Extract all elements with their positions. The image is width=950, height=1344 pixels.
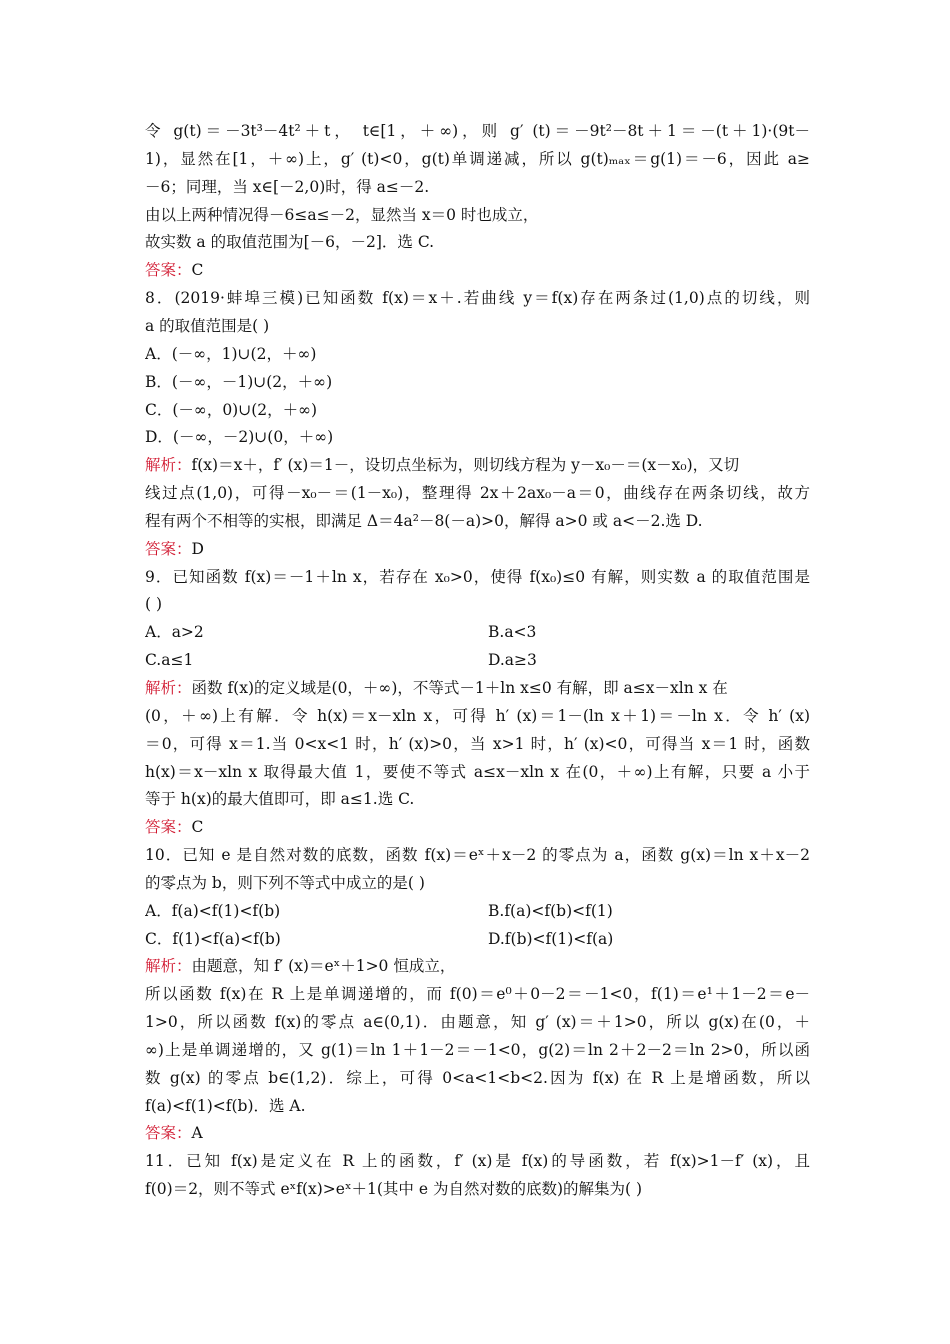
- text-line: 线过点(1,0)，可得－x₀－＝(1－x₀)，整理得 2x＋2ax₀－a＝0，曲线存在两条切线，故方: [145, 484, 810, 502]
- text-line: ( ): [145, 595, 163, 613]
- solution-line: [145, 955, 810, 977]
- solution-label: 解析：: [145, 456, 192, 474]
- option-c: C.a≤1: [145, 651, 194, 669]
- answer-value: A: [191, 1124, 203, 1142]
- option-c: C．f(1)<f(a)<f(b): [145, 930, 281, 948]
- text-line: 的零点为 b，则下列不等式中成立的是( ): [145, 874, 425, 892]
- answer-line: [145, 816, 810, 838]
- option-c: C．(－∞，0)∪(2，＋∞): [145, 401, 318, 419]
- option-a: A．(－∞，1)∪(2，＋∞): [145, 345, 317, 363]
- answer-line: [145, 259, 810, 281]
- solution-label: 解析：: [145, 679, 192, 697]
- answer-line: [145, 538, 810, 560]
- answer-value: C: [191, 261, 204, 279]
- text-line: a 的取值范围是( ): [145, 317, 270, 335]
- option-b: B.f(a)<f(b)<f(1): [488, 902, 613, 920]
- answer-value: D: [191, 540, 204, 558]
- text-line: ＝0，可得 x＝1.当 0<x<1 时，h′ (x)>0，当 x>1 时，h′ (x)<0，可得当 x＝1 时，函数: [145, 735, 810, 753]
- option-b: B.a<3: [488, 623, 537, 641]
- answer-label: 答案：: [145, 261, 192, 279]
- text-line: 数 g(x) 的零点 b∈(1,2)．综上，可得 0<a<1<b<2.因为 f(x) 在 R 上是增函数，所以: [145, 1069, 810, 1087]
- text-line: f(0)＝2，则不等式 eˣf(x)>eˣ＋1(其中 e 为自然对数的底数)的解集为( ): [145, 1180, 643, 1198]
- solution-text: 由题意，知 f′ (x)＝eˣ＋1>0 恒成立，: [191, 957, 456, 975]
- option-a: A．a>2: [145, 623, 204, 641]
- question-8: 8．(2019·蚌埠三模)已知函数 f(x)＝x＋.若曲线 y＝f(x)存在两条过(1,0)点的切线，则: [145, 289, 810, 307]
- answer-label: 答案：: [145, 818, 192, 836]
- text-line: 故实数 a 的取值范围为[－6，－2]．选 C.: [145, 233, 435, 251]
- option-b: B．(－∞，－1)∪(2，＋∞): [145, 373, 333, 391]
- answer-value: C: [191, 818, 204, 836]
- text-line: h(x)＝x－xln x 取得最大值 1，要使不等式 a≤x－xln x 在(0，＋∞)上有解，只要 a 小于: [145, 763, 810, 781]
- question-9: 9．已知函数 f(x)＝－1＋ln x，若存在 x₀>0，使得 f(x₀)≤0 有解，则实数 a 的取值范围是: [145, 568, 810, 586]
- text-line: 令 g(t)＝－3t³－4t²＋t， t∈[1，＋∞)，则 g′ (t)＝－9t²－8t＋1＝－(t＋1)·(9t－: [145, 122, 810, 140]
- solution-label: 解析：: [145, 957, 192, 975]
- question-11: 11．已知 f(x)是定义在 R 上的函数，f′ (x)是 f(x)的导函数，若 f(x)>1－f′ (x)，且: [145, 1152, 810, 1170]
- text-line: 所以函数 f(x)在 R 上是单调递增的，而 f(0)＝e⁰＋0－2＝－1<0，f(1)＝e¹＋1－2＝e－: [145, 985, 810, 1003]
- text-line: 等于 h(x)的最大值即可，即 a≤1.选 C.: [145, 790, 415, 808]
- option-d: D.f(b)<f(1)<f(a): [488, 930, 614, 948]
- text-line: ∞)上是单调递增的，又 g(1)＝ln 1＋1－2＝－1<0，g(2)＝ln 2＋2－2＝ln 2>0，所以函: [145, 1041, 810, 1059]
- text-line: 1)，显然在[1，＋∞)上，g′ (t)<0，g(t)单调递减，所以 g(t)ₘₐₓ＝g(1)＝－6，因此 a≥: [145, 150, 810, 168]
- option-d: D．(－∞，－2)∪(0，＋∞): [145, 428, 334, 446]
- text-line: (0，＋∞)上有解．令 h(x)＝x－xln x，可得 h′ (x)＝1－(ln x＋1)＝－ln x．令 h′ (x): [145, 707, 810, 725]
- text-line: 由以上两种情况得－6≤a≤－2，显然当 x＝0 时也成立，: [145, 206, 539, 224]
- question-10: 10．已知 e 是自然对数的底数，函数 f(x)＝eˣ＋x－2 的零点为 a，函数 g(x)＝ln x＋x－2: [145, 846, 810, 864]
- text-line: f(a)<f(1)<f(b)．选 A.: [145, 1097, 306, 1115]
- solution-text: f(x)＝x＋，f′ (x)＝1－，设切点坐标为，则切线方程为 y－x₀－＝(x－x₀)，又切: [191, 456, 740, 474]
- text-line: 1>0，所以函数 f(x)的零点 a∈(0,1)．由题意，知 g′ (x)＝＋1>0，所以 g(x)在(0，＋: [145, 1013, 810, 1031]
- answer-line: [145, 1122, 810, 1144]
- text-line: －6；同理，当 x∈[－2,0)时，得 a≤－2.: [145, 178, 430, 196]
- solution-text: 函数 f(x)的定义域是(0，＋∞)，不等式－1＋ln x≤0 有解，即 a≤x－xln x 在: [191, 679, 728, 697]
- option-d: D.a≥3: [488, 651, 537, 669]
- answer-label: 答案：: [145, 1124, 192, 1142]
- solution-line: [145, 454, 810, 476]
- answer-label: 答案：: [145, 540, 192, 558]
- option-a: A．f(a)<f(1)<f(b): [145, 902, 281, 920]
- solution-line: [145, 677, 810, 699]
- text-line: 程有两个不相等的实根，即满足 Δ＝4a²－8(－a)>0，解得 a>0 或 a<－2.选 D.: [145, 512, 703, 530]
